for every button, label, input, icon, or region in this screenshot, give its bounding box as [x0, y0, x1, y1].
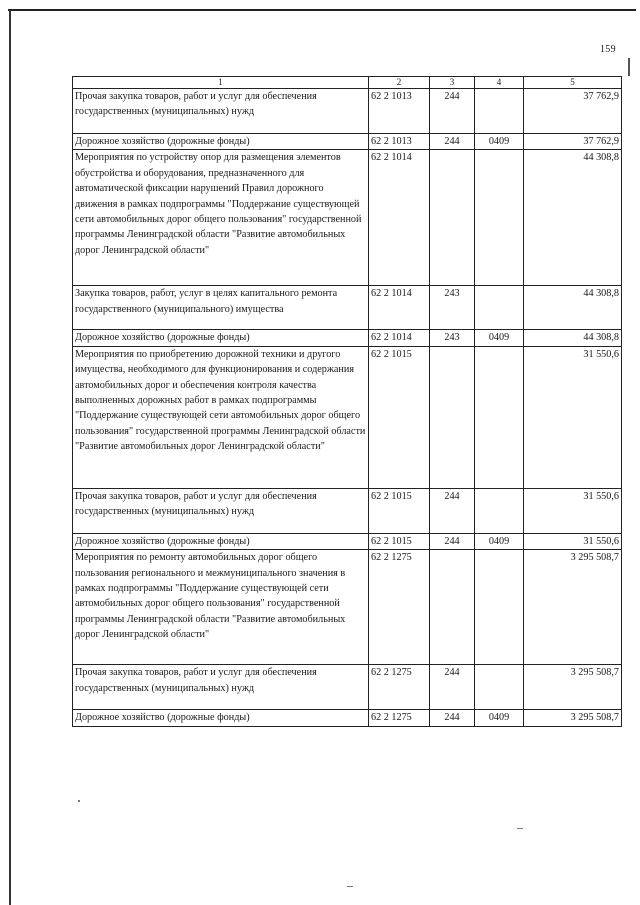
row-rz: 0409 [475, 134, 524, 150]
table-row [73, 150, 622, 286]
table-row [73, 89, 622, 134]
scan-right-mark [628, 58, 630, 76]
row-code: 62 2 1013 [369, 134, 430, 150]
row-vr: 243 [430, 286, 475, 330]
row-amount: 31 550,6 [524, 533, 622, 549]
row-vr: 243 [430, 330, 475, 346]
table-row [73, 488, 622, 533]
scan-top-edge [8, 9, 636, 11]
row-vr: 244 [430, 665, 475, 710]
row-vr: 244 [430, 488, 475, 533]
row-name: Мероприятия по ремонту автомобильных дорог общего пользования регионального и межмуниципального значения в рамках подпрограммы "Поддержание существующей сети автомобильных дорог общего пользования" государственной программы Ленинградской области "Развитие автомобильных дорог Ленинградской области" [73, 550, 369, 665]
row-code: 62 2 1275 [369, 710, 430, 726]
col-header-rz: 4 [475, 77, 524, 89]
row-code: 62 2 1014 [369, 286, 430, 330]
scan-left-edge [9, 10, 11, 905]
row-vr: 244 [430, 134, 475, 150]
row-name: Прочая закупка товаров, работ и услуг для обеспечения государственных (муниципальных) нужд [73, 488, 369, 533]
row-rz [475, 550, 524, 665]
row-code: 62 2 1015 [369, 488, 430, 533]
row-amount: 3 295 508,7 [524, 550, 622, 665]
row-name: Прочая закупка товаров, работ и услуг для обеспечения государственных (муниципальных) нужд [73, 665, 369, 710]
row-amount: 31 550,6 [524, 346, 622, 488]
col-header-amount: 5 [524, 77, 622, 89]
row-code: 62 2 1013 [369, 89, 430, 134]
row-rz [475, 346, 524, 488]
row-amount: 44 308,8 [524, 286, 622, 330]
row-amount: 44 308,8 [524, 150, 622, 286]
row-code: 62 2 1275 [369, 665, 430, 710]
row-amount: 31 550,6 [524, 488, 622, 533]
row-amount: 37 762,9 [524, 89, 622, 134]
row-name: Мероприятия по устройству опор для размещения элементов обустройства и оборудования, предназначенного для автоматической фиксации нарушений Правил дорожного движения в рамках подпрограммы "Поддержание существующей сети автомобильных дорог общего пользования" государственной программы Ленинградской области "Развитие автомобильных дорог Ленинградской области" [73, 150, 369, 286]
row-vr: 244 [430, 533, 475, 549]
row-name: Дорожное хозяйство (дорожные фонды) [73, 533, 369, 549]
table-row [73, 346, 622, 488]
row-vr: 244 [430, 710, 475, 726]
row-code: 62 2 1014 [369, 330, 430, 346]
row-name: Прочая закупка товаров, работ и услуг для обеспечения государственных (муниципальных) нужд [73, 89, 369, 134]
row-code: 62 2 1015 [369, 533, 430, 549]
table-row [73, 533, 622, 549]
row-vr [430, 550, 475, 665]
row-amount: 37 762,9 [524, 134, 622, 150]
row-vr: 244 [430, 89, 475, 134]
col-header-code: 2 [369, 77, 430, 89]
row-vr [430, 150, 475, 286]
row-rz [475, 89, 524, 134]
col-header-vr: 3 [430, 77, 475, 89]
table-row [73, 665, 622, 710]
row-name: Дорожное хозяйство (дорожные фонды) [73, 330, 369, 346]
row-code: 62 2 1014 [369, 150, 430, 286]
page-number: 159 [600, 44, 616, 55]
row-code: 62 2 1015 [369, 346, 430, 488]
row-amount: 44 308,8 [524, 330, 622, 346]
row-name: Мероприятия по приобретению дорожной техники и другого имущества, необходимого для функционирования и содержания автомобильных дорог и обеспечения контроля качества выполненных дорожных работ в рамках подпрограммы "Поддержание существующей сети автомобильных дорог общего пользования" государственной программы Ленинградской области "Развитие автомобильных дорог Ленинградской области" [73, 346, 369, 488]
row-name: Закупка товаров, работ, услуг в целях капитального ремонта государственного (муниципального) имущества [73, 286, 369, 330]
row-name: Дорожное хозяйство (дорожные фонды) [73, 710, 369, 726]
table-row [73, 286, 622, 330]
row-amount: 3 295 508,7 [524, 665, 622, 710]
row-code: 62 2 1275 [369, 550, 430, 665]
table-row [73, 134, 622, 150]
table-row [73, 710, 622, 726]
row-rz: 0409 [475, 533, 524, 549]
row-rz: 0409 [475, 710, 524, 726]
budget-table [72, 76, 622, 727]
row-rz [475, 665, 524, 710]
row-vr [430, 346, 475, 488]
table-row [73, 330, 622, 346]
row-rz [475, 488, 524, 533]
row-rz: 0409 [475, 330, 524, 346]
table-row [73, 550, 622, 665]
col-header-name: 1 [73, 77, 369, 89]
header-row [73, 77, 622, 89]
row-rz [475, 286, 524, 330]
row-name: Дорожное хозяйство (дорожные фонды) [73, 134, 369, 150]
row-rz [475, 150, 524, 286]
row-amount: 3 295 508,7 [524, 710, 622, 726]
